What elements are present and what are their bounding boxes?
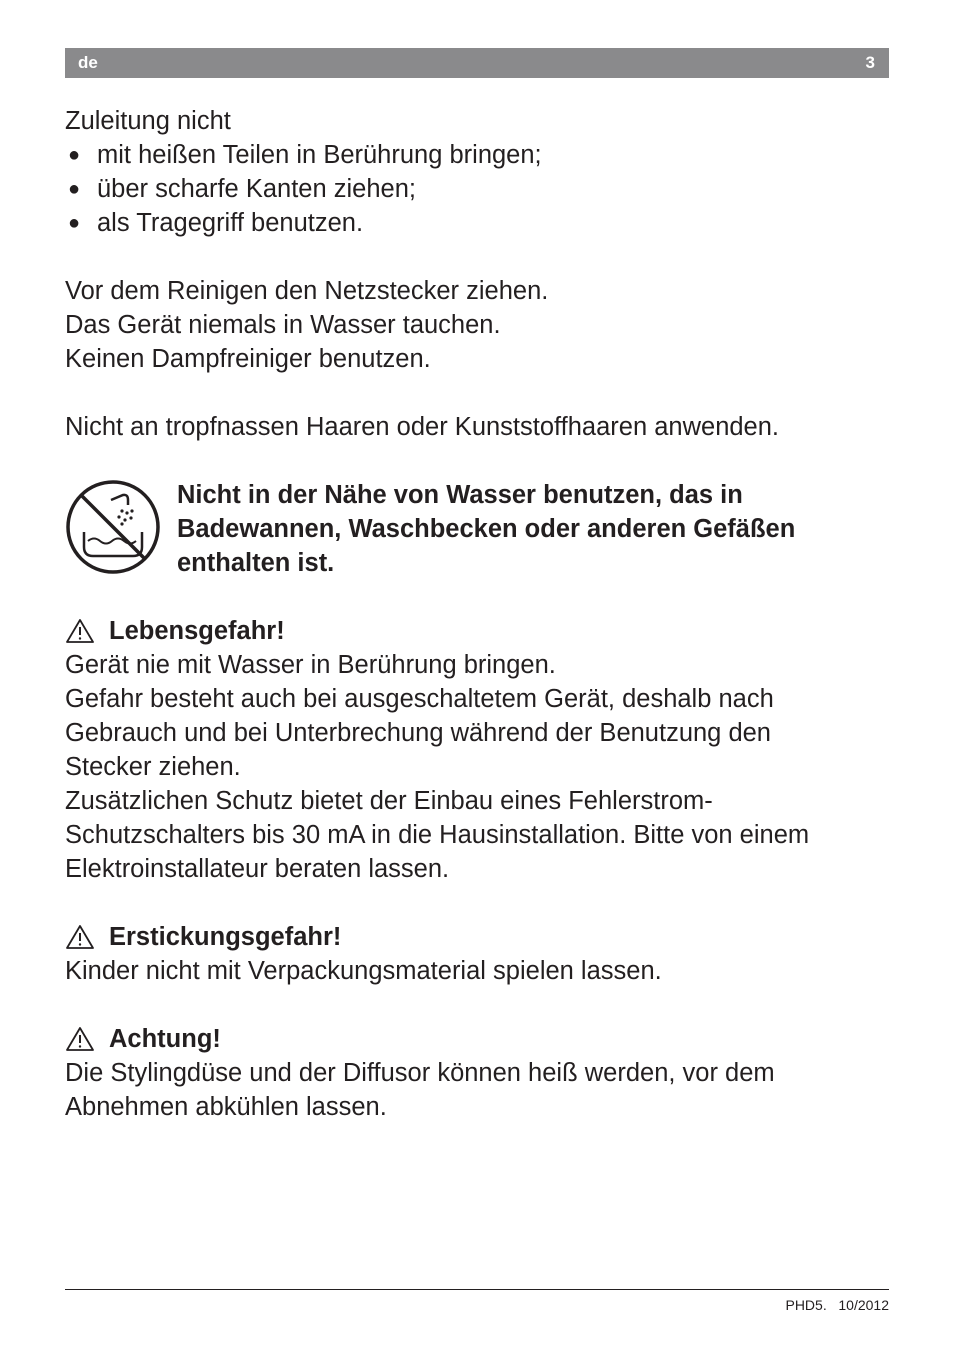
no-water-icon xyxy=(65,479,161,575)
danger-heading xyxy=(65,614,895,648)
danger-line: Gebrauch und bei Unterbrechung während der Benutzung den xyxy=(65,719,771,747)
cord-intro: Zuleitung nicht xyxy=(65,107,231,135)
list-item-text: als Tragegriff benutzen. xyxy=(97,209,364,237)
danger-line: Schutzschalters bis 30 mA in die Hausinstallation. Bitte von einem xyxy=(65,821,810,849)
caution-title: Achtung! xyxy=(109,1025,221,1053)
caution-line: Die Stylingdüse und der Diffusor können heiß werden, vor dem xyxy=(65,1059,775,1087)
page-header-bar xyxy=(65,48,889,78)
warning-triangle-icon xyxy=(65,618,95,644)
bullet-icon: ● xyxy=(68,178,81,200)
danger-line: Gerät nie mit Wasser in Berührung bringen. xyxy=(65,651,556,679)
warning-triangle-icon xyxy=(65,924,95,950)
caution-line: Abnehmen abkühlen lassen. xyxy=(65,1093,387,1121)
footer-date: 10/2012 xyxy=(838,1297,889,1313)
page-footer xyxy=(785,1297,889,1313)
cleaning-line: Vor dem Reinigen den Netzstecker ziehen. xyxy=(65,277,549,305)
cleaning-line: Das Gerät niemals in Wasser tauchen. xyxy=(65,311,501,339)
danger-line: Elektroinstallateur beraten lassen. xyxy=(65,855,450,883)
danger-line: Stecker ziehen. xyxy=(65,753,241,781)
warning-triangle-icon xyxy=(65,1026,95,1052)
suffocation-title: Erstickungsgefahr! xyxy=(109,923,342,951)
water-warning-line: Badewannen, Waschbecken oder anderen Gefäßen xyxy=(177,515,796,543)
list-item-text: über scharfe Kanten ziehen; xyxy=(97,175,416,203)
suffocation-heading xyxy=(65,920,895,954)
list-item xyxy=(65,206,895,240)
list-item-text: mit heißen Teilen in Berührung bringen; xyxy=(97,141,542,169)
water-warning-block xyxy=(65,478,895,580)
danger-line: Gefahr besteht auch bei ausgeschaltetem Gerät, deshalb nach xyxy=(65,685,774,713)
water-warning-line: enthalten ist. xyxy=(177,549,335,577)
water-warning-line: Nicht in der Nähe von Wasser benutzen, das in xyxy=(177,481,743,509)
danger-line: Zusätzlichen Schutz bietet der Einbau eines Fehlerstrom- xyxy=(65,787,713,815)
water-warning-text xyxy=(177,478,877,580)
page-content xyxy=(65,104,895,1124)
hair-note: Nicht an tropfnassen Haaren oder Kunststoffhaaren anwenden. xyxy=(65,413,779,441)
list-item xyxy=(65,138,895,172)
danger-title: Lebensgefahr! xyxy=(109,617,285,645)
suffocation-line: Kinder nicht mit Verpackungsmaterial spielen lassen. xyxy=(65,957,662,985)
caution-heading xyxy=(65,1022,895,1056)
footer-divider xyxy=(65,1289,889,1290)
footer-model: PHD5. xyxy=(785,1297,827,1313)
language-code: de xyxy=(78,53,98,72)
bullet-icon: ● xyxy=(68,212,81,234)
bullet-icon: ● xyxy=(68,144,81,166)
cleaning-line: Keinen Dampfreiniger benutzen. xyxy=(65,345,431,373)
list-item xyxy=(65,172,895,206)
page-number: 3 xyxy=(865,53,875,72)
